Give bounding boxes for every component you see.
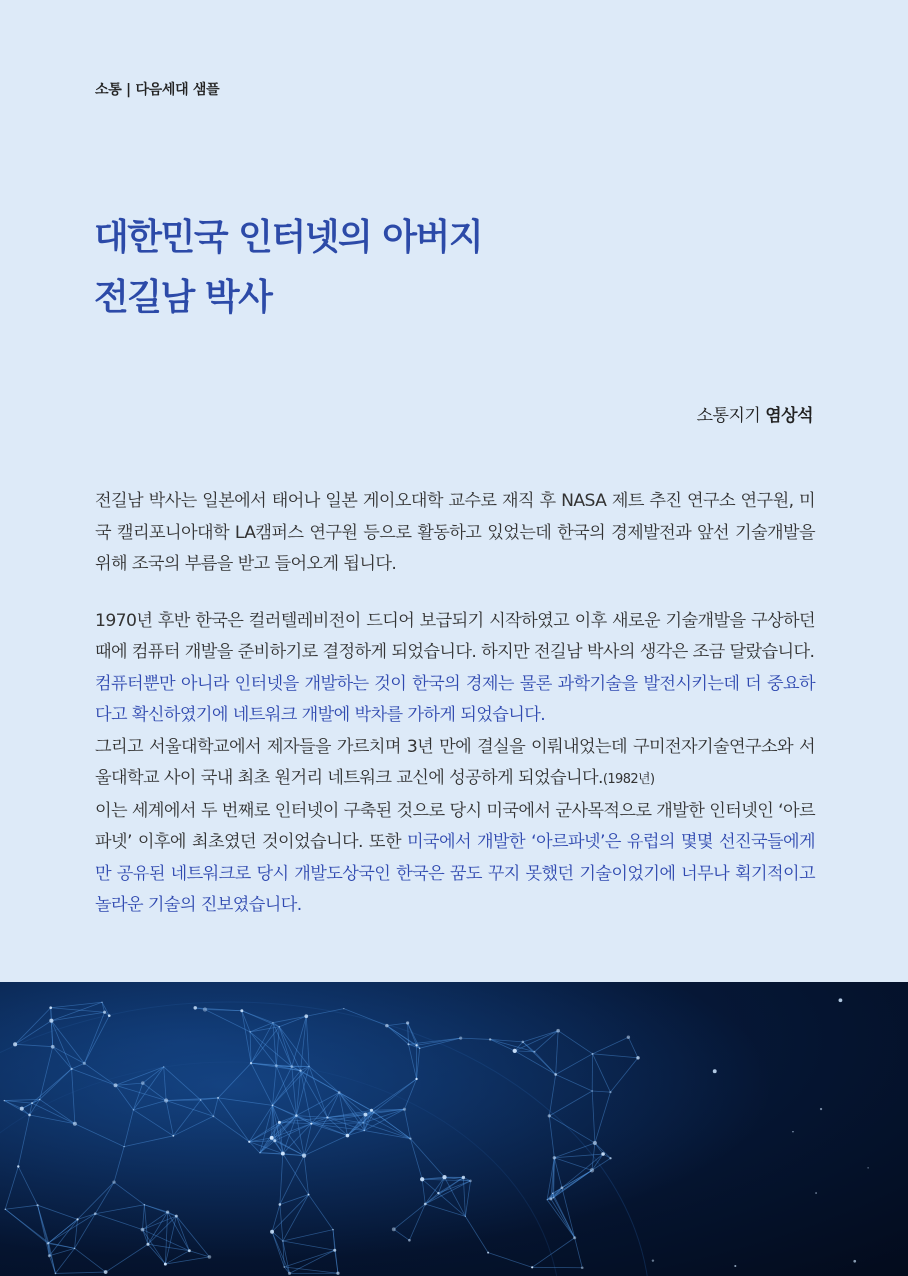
network-node: [593, 1141, 597, 1145]
network-node: [820, 1108, 822, 1110]
network-node: [533, 1051, 535, 1053]
network-node: [39, 1099, 41, 1101]
author-role: 소통지기: [696, 406, 761, 426]
paragraph-4-text: 그리고 서울대학교에서 제자들을 가르치며 3년 만에 결실을 이뤄내었는데 구미전자기술연구소와 서울대학교 사이 국내 최초 원거리 네트워크 교신에 성공하게 되었습니다.: [95, 736, 815, 788]
title-line-1: 대한민국 인터넷의 아버지: [94, 217, 483, 258]
network-node: [333, 1249, 336, 1252]
network-node: [123, 1146, 124, 1147]
network-node: [290, 1065, 293, 1068]
network-node: [308, 1194, 310, 1196]
paragraph-5: [95, 796, 815, 922]
network-node: [217, 1097, 219, 1099]
network-node: [308, 1066, 309, 1067]
network-node: [592, 1053, 594, 1055]
network-node: [36, 1204, 38, 1206]
network-node: [299, 1069, 301, 1071]
network-node: [275, 1064, 278, 1067]
network-node: [4, 1100, 5, 1101]
network-node: [101, 1002, 102, 1003]
network-node: [175, 1215, 178, 1218]
network-node: [144, 1204, 146, 1206]
network-node: [442, 1175, 446, 1179]
network-node: [513, 1049, 517, 1053]
network-node: [74, 1248, 76, 1250]
network-node: [415, 1044, 417, 1046]
network-node: [279, 1203, 282, 1206]
network-node: [166, 1210, 169, 1213]
network-node: [249, 1031, 250, 1032]
network-node: [462, 1176, 465, 1179]
network-node: [338, 1091, 341, 1094]
network-node: [282, 1240, 284, 1242]
network-node: [326, 1116, 328, 1118]
network-node: [73, 1122, 77, 1126]
network-node: [609, 1157, 611, 1159]
network-node: [346, 1134, 350, 1138]
subsection-name: 다음세대 샘플: [135, 82, 220, 98]
network-node: [549, 1197, 552, 1200]
network-node: [392, 1227, 396, 1231]
network-node: [556, 1029, 560, 1033]
network-node: [332, 1229, 334, 1231]
network-node: [240, 1009, 243, 1012]
network-node: [627, 1036, 630, 1039]
network-node: [13, 1042, 17, 1046]
network-node: [424, 1203, 427, 1206]
paragraph-4: [95, 732, 815, 796]
network-node: [573, 1236, 576, 1239]
network-node: [469, 1180, 472, 1183]
network-node: [407, 1043, 409, 1045]
title-line-2: 전길남 박사: [94, 277, 272, 318]
section-divider: |: [126, 82, 131, 98]
network-node: [531, 1266, 533, 1268]
network-node: [489, 1038, 491, 1040]
network-node: [273, 1139, 276, 1142]
network-node: [561, 1186, 564, 1189]
network-node: [259, 1152, 260, 1153]
network-node: [164, 1263, 167, 1266]
network-node: [853, 1260, 856, 1263]
network-node: [163, 1066, 164, 1067]
network-node: [554, 1073, 557, 1076]
network-node: [112, 1180, 115, 1183]
network-node: [51, 1045, 55, 1049]
network-node: [172, 1135, 174, 1137]
network-globe-graphic: [0, 982, 908, 1276]
network-node: [248, 1141, 250, 1143]
network-node: [17, 1165, 19, 1167]
network-node: [146, 1243, 149, 1246]
network-node: [5, 1209, 6, 1210]
network-node: [403, 1108, 406, 1111]
paragraph-1: 전길남 박사는 일본에서 태어나 일본 게이오대학 교수로 재직 후 NASA 제트 추진 연구소 연구원, 미국 캘리포니아대학 LA캠퍼스 연구원 등으로 활동하고 있었는데 한국의 경제발전과 앞선 기술개발을 위해 조국의 부름을 받고 들어오게 됩니다.: [95, 491, 815, 574]
network-node: [76, 1218, 78, 1220]
network-node: [278, 1026, 279, 1027]
network-node: [194, 1006, 197, 1009]
network-node: [295, 1114, 298, 1117]
network-node: [200, 1099, 202, 1101]
section-name: 소통: [95, 82, 122, 98]
network-node: [652, 1259, 654, 1261]
network-node: [188, 1249, 191, 1252]
network-node: [270, 1230, 274, 1234]
network-node: [409, 1137, 411, 1139]
network-node: [212, 1115, 214, 1117]
network-node: [408, 1239, 411, 1242]
network-node: [302, 1154, 306, 1158]
network-node: [310, 1123, 312, 1125]
network-node: [406, 1021, 409, 1024]
network-node: [734, 1265, 736, 1267]
network-node: [103, 1011, 106, 1014]
network-node: [415, 1078, 417, 1080]
network-node: [437, 1192, 439, 1194]
network-node: [420, 1177, 424, 1181]
network-node: [867, 1167, 868, 1168]
network-node: [55, 1273, 57, 1275]
network-node: [108, 1014, 111, 1017]
network-node: [141, 1081, 145, 1085]
network-node: [281, 1152, 285, 1156]
network-node: [553, 1197, 555, 1199]
network-node: [203, 1007, 207, 1011]
network-node: [609, 1091, 611, 1093]
network-node: [385, 1024, 389, 1028]
article-title: [94, 208, 482, 328]
network-node: [839, 998, 843, 1002]
network-node: [28, 1114, 31, 1117]
paragraph-5-text: 이는 세계에서 두 번째로 인터넷이 구축된 것으로 당시 미국에서 군사목적으로 개발한 인터넷인 ‘아르파넷’ 이후에 최초였던 것이었습니다. 또한: [95, 800, 815, 852]
network-node: [792, 1131, 793, 1132]
network-node: [581, 1266, 584, 1269]
network-node: [713, 1069, 717, 1073]
network-node: [336, 1272, 339, 1275]
network-globe-image: [0, 982, 908, 1276]
network-node: [419, 1047, 421, 1049]
paragraph-4-year: (1982년): [602, 772, 655, 787]
network-node: [48, 1254, 51, 1257]
network-node: [272, 1022, 274, 1024]
network-node: [104, 1270, 108, 1274]
network-node: [343, 1008, 344, 1009]
network-node: [270, 1136, 274, 1140]
network-node: [70, 1068, 72, 1070]
network-node: [250, 1062, 252, 1064]
network-node: [94, 1212, 97, 1215]
network-node: [208, 1255, 212, 1259]
network-node: [487, 1252, 489, 1254]
author-byline: [697, 401, 813, 426]
network-node: [465, 1216, 466, 1217]
author-name: 염상석: [765, 406, 813, 426]
network-link: [166, 1100, 201, 1101]
network-node: [49, 1019, 53, 1023]
paragraph-5-highlight: 미국에서 개발한 ‘아르파넷’은 유럽의 몇몇 선진국들에게만 공유된 네트워크로 당시 개발도상국인 한국은 꿈도 꾸지 못했던 기술이었기에 너무나 획기적이고 놀라운 기술의 진보였습니다.: [95, 832, 815, 915]
network-node: [373, 1111, 374, 1112]
network-node: [288, 1272, 291, 1275]
network-node: [590, 1168, 594, 1172]
network-node: [591, 1090, 593, 1092]
network-node: [363, 1130, 365, 1132]
network-node: [83, 1062, 86, 1065]
network-node: [31, 1102, 33, 1104]
paragraph-3-highlight: 컴퓨터뿐만 아니라 인터넷을 개발하는 것이 한국의 경제는 물론 과학기술을 발전시키는데 더 중요하다고 확신하였기에 네트워크 개발에 박차를 가하게 되었습니다.: [95, 673, 815, 725]
article-body: [95, 486, 815, 922]
network-node: [278, 1121, 281, 1124]
network-node: [459, 1037, 462, 1040]
network-node: [548, 1114, 551, 1117]
network-node: [164, 1098, 168, 1102]
section-label: [95, 79, 219, 99]
network-node: [522, 1041, 525, 1044]
network-node: [47, 1242, 49, 1244]
network-node: [364, 1113, 368, 1117]
network-node: [304, 1014, 308, 1018]
network-node: [49, 1006, 52, 1009]
network-node: [370, 1109, 373, 1112]
network-node: [362, 1122, 363, 1123]
network-node: [552, 1193, 553, 1194]
network-node: [815, 1192, 817, 1194]
network-node: [20, 1107, 24, 1111]
network-node: [141, 1228, 145, 1232]
network-node: [272, 1104, 274, 1106]
network-node: [284, 1266, 285, 1267]
network-node: [133, 1109, 134, 1110]
paragraph-2: 1970년 후반 한국은 컬러텔레비전이 드디어 보급되기 시작하였고 이후 새로운 기술개발을 구상하던 때에 컴퓨터 개발을 준비하기로 결정하게 되었습니다. 하지만 전길남 박사의 생각은 조금 달랐습니다.: [95, 610, 815, 662]
network-node: [114, 1083, 118, 1087]
network-node: [601, 1152, 605, 1156]
network-node: [636, 1056, 639, 1059]
network-node: [553, 1156, 556, 1159]
network-node: [546, 1199, 547, 1200]
